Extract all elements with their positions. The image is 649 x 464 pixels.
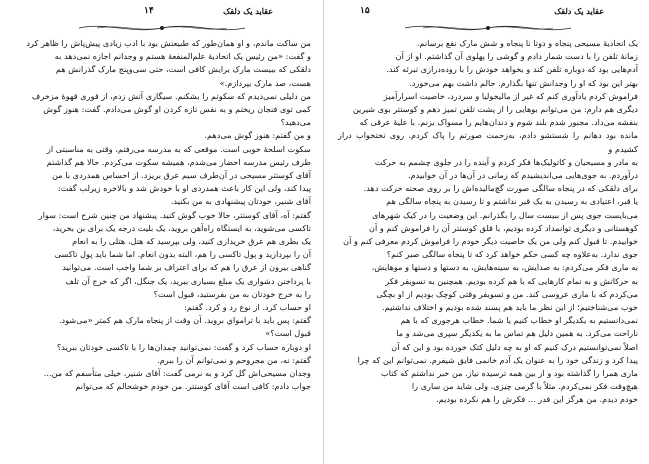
page-text [338,37,638,407]
text-line: قبول است؟» [265,328,311,339]
text-line: با پرداختن دشواری یک مبلغ بسیاری ببرید، یک جنگل، اگر که خرج آن تلف [65,275,311,286]
text-line: کوهستانی و دیگری توانمداد کرده بودیم، با قلق کوستتر آن را فراموش کنم و آن [368,222,638,233]
text-line: می‌دهید؟ [280,117,311,128]
text-line: آن را بپردازید و پول تاکسی را هم، البته بدون انعام. اما شما باید پول تاکسی [54,249,311,260]
text-line: به مادر و مسیحیان و کاتولیک‌ها فکر کردم و آینده را در جلوی چشمم به حرکت [374,156,638,167]
text-line: می‌کردم که با ماری عروسی کند. من و تسویفر وقتی کوچک بودیم از او بچگی [376,288,638,299]
right-page [324,0,648,464]
page-header [338,6,638,22]
text-line: ناراحت می‌کرد. به همین دلیل هم تماس ما به یکدیگر سپری می‌شد و ما [396,328,638,339]
text-line: بهتر این بود که او را وجدانش تنها بگذارم. حالم داشت بهم می‌خورد. [409,77,638,88]
text-line: ماری همرا را گذاشته بود و از بین همه ترسیده نیاز. من خبر نداشتم که کتاب [381,368,638,379]
text-line: را به خرج خودتان به من بفرستید، قبول است؟ [153,288,311,299]
text-line: اصلاً نمی‌توانستیم درک کنیم که او به چه دلیل کتک خورده بود و این که آن [391,341,638,352]
running-title: عقاید یک دلقک [554,6,604,16]
text-line: درآوردم. به جوی‌هایی می‌اندیشیدم که زمانی در آن‌ها در آن خوابیدم. [408,170,638,181]
text-line: طرف رئیس مدرسه احضار می‌شدم، همیشه سکوت می‌کردم. حالا هم گذاشتم [46,156,311,167]
left-page [0,0,324,464]
text-line: پیدا کرد و زندگی خود را به عنوان یک آدم خانمی فایق شیفرم. نمی‌توانم این که چرا [357,354,638,365]
text-line: او دوباره حساب کرد و گفت: نمی‌توانید چمدان‌ها را با تاکسی خودتان ببرید؟ [56,341,311,352]
text-line: به ماری فکر می‌کردم: به صدایش، به سینه‌هایش، به دستها و دستها و موهایش، [371,262,638,273]
text-line: جوی ندارد. به‌علاوه چه کسی حکم خواهد کرد که تا پنجاه سالگی صبر کنم؟ [386,249,638,260]
text-line: یک اتحادیهٔ مسیحی پنجاه و دوتا تا پنجاه و شش مارک نفع برسانم. [416,38,638,48]
running-title: عقاید یک دلقک [223,6,273,16]
text-line: به حرکاتش و به تمام کارهایی که با هم کرده بودیم. همچنین به تسویفر فکر [385,275,638,286]
text-line: هیچ‌وقت فکر نمی‌کردم. مثلاً با گرمی چیزی، ولی شاید من ساری را [411,381,638,392]
text-line: یک بطری هم عرق خریداری کنید، ولی بپرسید که هتل، هتلی را به انعام [72,236,311,247]
text-line: و گفت: «من رئیس یک اتحادیهٔ علم‌المنفعهٔ هستم و وجدانم اجازه نمی‌دهد به [54,51,311,62]
text-line: آدم‌هایی بود که دوباره تلفن کند و بخواهد خودش را با روده‌درازی تبرئه کند. [386,64,638,75]
text-line: خودم دیدم. من هرگز این قدر ... فکرش را هم نکرده بودیم. [436,394,638,405]
text-line: برای دلقکی که در پنجاه سالگی صورت گچ‌مالیده‌اش را بر روی صحنه حرکت دهد. [363,183,638,194]
text-line: من دلیلی نمی‌دیدم که سکوتم را بشکنم. سیگاری آتش زدم، از قوری قهوهٔ مزخرف [31,90,311,101]
header-ornament [77,22,247,34]
page-number: ۱۴ [144,6,154,16]
text-line: می‌بایست جوی پس از ببیست سال را بگذرانم. این وضعیت را در کیک شهرهای [372,209,638,220]
text-line: یا قبر، اعتیادی به رسیدن به یک قبر نداشتم و تا رسیدن به پنجاه سالگی هم [386,196,638,207]
page-number: ۱۵ [360,6,370,16]
text-line: گناهی بیرون از عرق را هم که برای اعتراف بر شما واجب است. می‌توانید [62,262,311,273]
text-line: بنفشه می‌داد. مجبور شدم بلند شوم و دندان‌هایم را مسواک بزنم. با علیهٔ عرقی که [359,117,638,128]
text-line: جواب دادم: کافی است آقای کوستتر. من خودم خوشحالم که می‌توانم [75,381,311,392]
text-line: زمانهٔ تلفن را با دست شمار دادم و گوشی را پهلوی آن گذاشتم. او از آن [395,51,638,62]
header-ornament [403,22,573,34]
text-line: نمی‌دانستیم به یکدیگر او خطاب کنیم یا شما. خطاب هرجوری که با هم [400,315,638,326]
text-line: آقای شنیر، خودتان پیشنهادی به من بکنید. [170,196,311,207]
text-line: دلقکی که ببیست مارک برایش کافی است، حتی سی‌وپنج مارک گذرانش هم [55,64,311,75]
text-line: من ساکت ماندم، و او همان‌طور که طبیعتش بود با ادب زیادی پیش‌پاش را ظاهر کرد [26,38,311,48]
text-line: گفتم: نه، من مجروحم و نمی‌توانم آن را ببرم. [157,354,311,365]
text-line: گفتم: پس باید با ترامواي بروید. آن وقت از پنجاه مارک هم کمتر «می‌شود. [58,315,311,326]
text-line: خوابیدم. تا قبول کنم ولی من یک خاصیت دیگر خودم را فراموش کردم معرفی کنم و آن [343,236,638,247]
text-line: آقای کوستتر مسیحی در آن‌طرف سیم عرق بریزد. از احساس همدردی با من [52,170,311,181]
text-line: وجدان مسیحی‌اش گل کرد و به نرمی گفت: آقای شنیر، خیلی متأسفم که من... [43,368,311,379]
text-line: خوب می‌شناختیم؛ از این نظر ما باید هم پسند شده بودیم و اختلاف نداشتیم. [382,302,638,313]
text-line: پیدا کند، ولی این کار باعث همدردی او با خودش شد و بالاخره زیرلب گفت: [57,183,311,194]
text-line: تاکسی می‌شوید، به ایستگاه راه‌آهن بروید، یک بلیت درجه یک برای بن بخرید، [52,222,311,233]
text-line: و من گفتم: هنوز گوش می‌دهم. [204,130,311,141]
text-line: هست، صد مارک بپردازم.» [219,77,311,88]
page-header [12,6,311,22]
text-line: مانده بود دهانم را شستشو دادم، به‌زحمت صورتم را پاک کردم. روی تختخواب دراز کشیدم و [338,130,638,154]
text-line: کمی توی فنجان ریختم و به نفس تازه کردن او گوش می‌دادم. گفت: هنوز گوش [43,104,311,115]
text-line: فراموش کردم یادآوری کنم که غیر از مالیخولیا و سردرد، خاصیت اسرارآمیز [383,90,638,101]
text-line: دیگری هم دارم: من می‌توانم بوهایی را از پشت تلفن تمیز دهم و کوستتر بوی شیرین [352,104,638,115]
text-line: او حساب کرد. از نوع رد و کرد. گفتم: [184,302,311,313]
text-line: گفتم: آه، آقای کوستتر، حالا خوب گوش کنید. پیشنهاد من چنین شرح است: سوار [38,209,311,220]
text-line: سکوت اسلحهٔ خوبی است. موقعی که به مدرسه می‌رفتم، وقتی به مناسبتی از [46,143,311,154]
page-text [12,37,311,393]
